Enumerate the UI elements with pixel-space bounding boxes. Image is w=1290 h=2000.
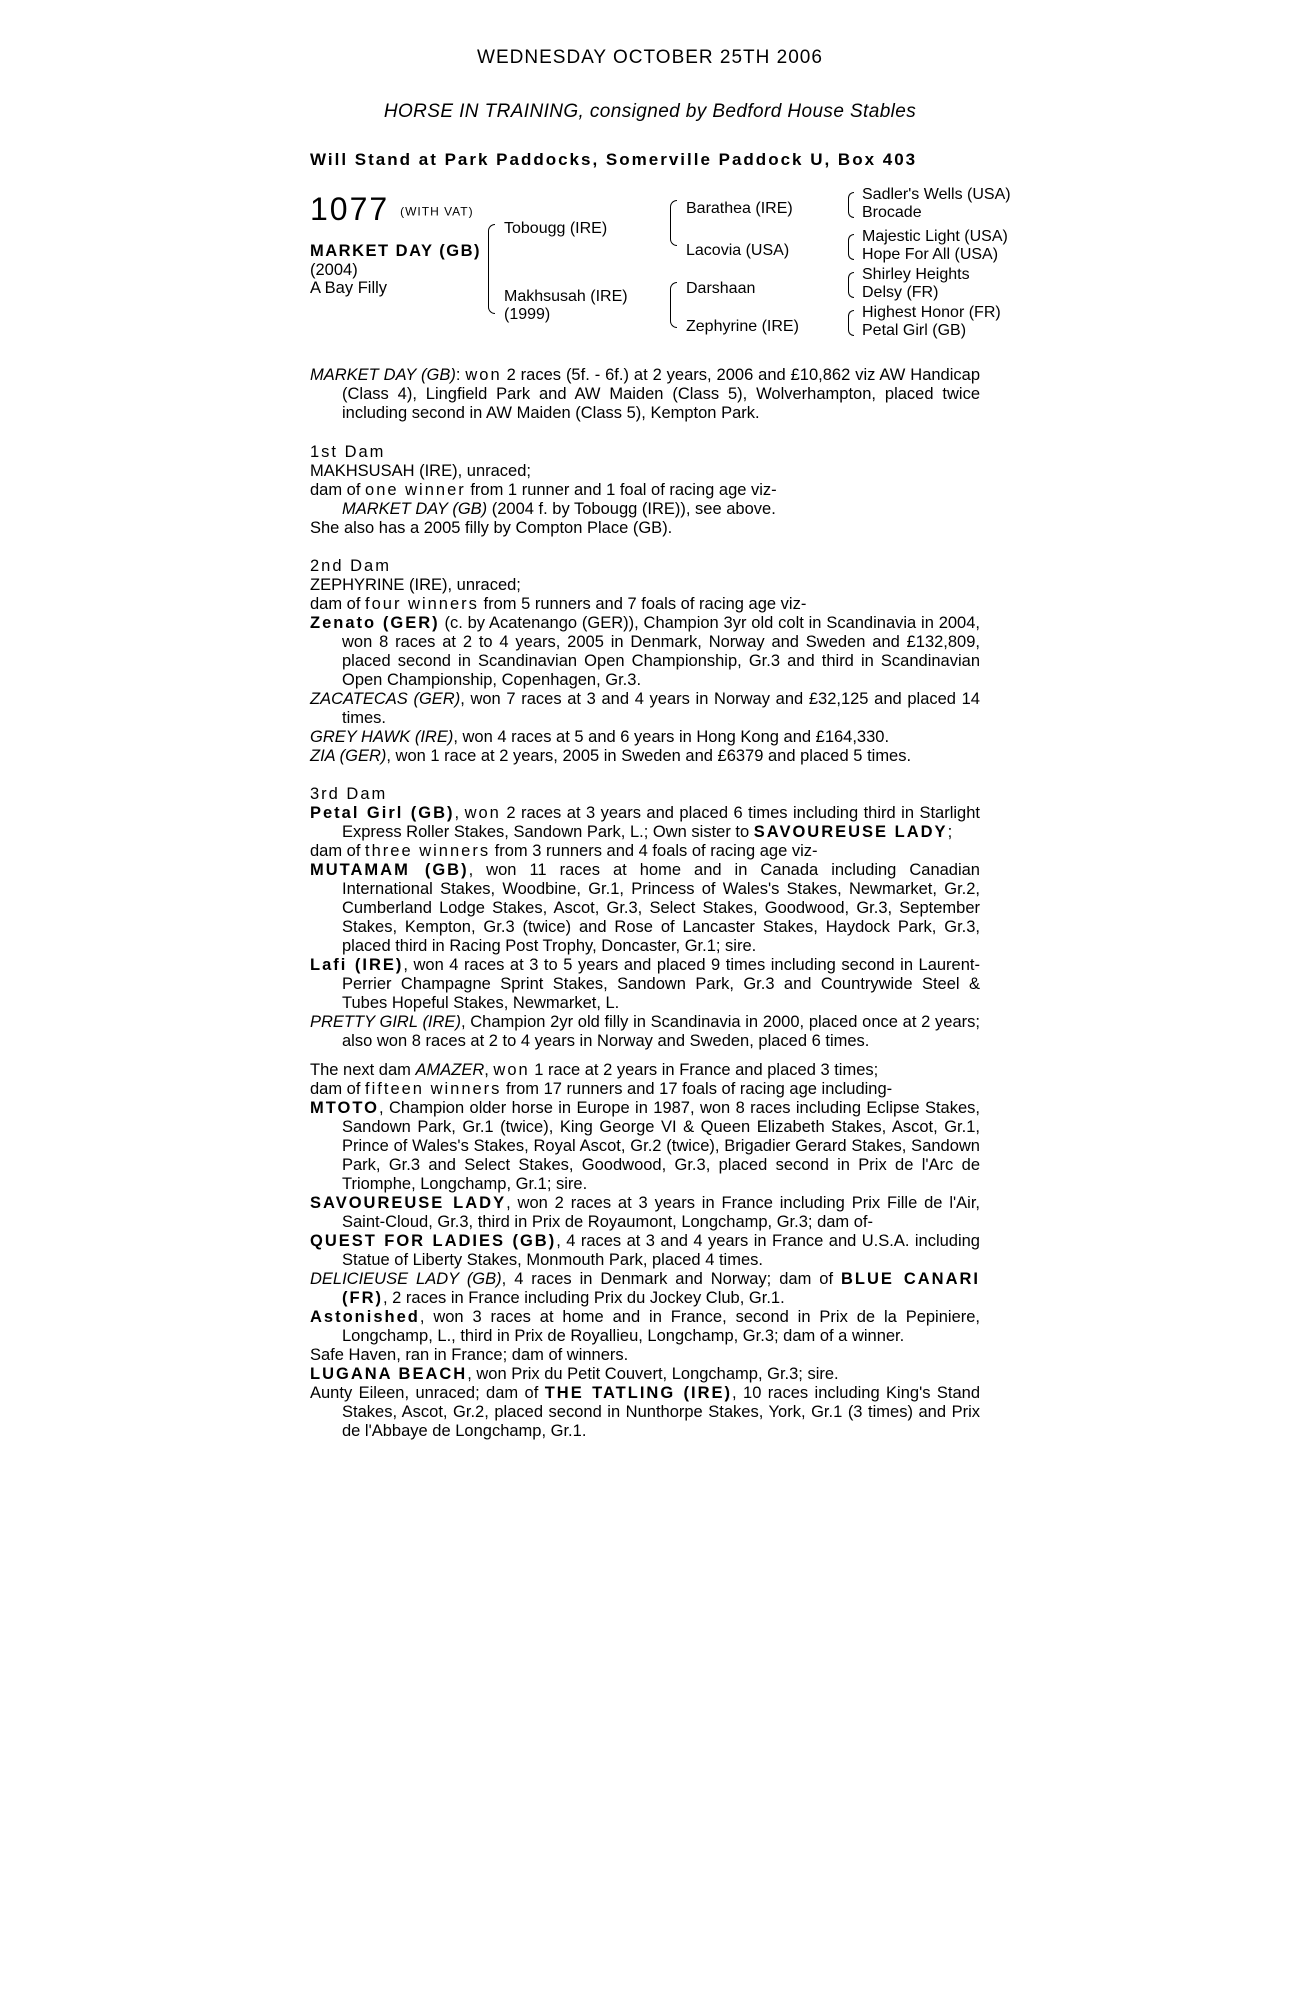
vat-label: (WITH VAT) bbox=[400, 204, 474, 219]
first-dam-heading: 1st Dam bbox=[310, 443, 386, 461]
progeny-lafi bbox=[310, 956, 980, 1013]
dam-year: (1999) bbox=[504, 306, 551, 323]
lugana-beach-text: , won Prix du Petit Couvert, Longchamp, Gr.3; sire. bbox=[467, 1365, 839, 1383]
delicieuse-lady-text: , 4 races in Denmark and Norway; dam of bbox=[501, 1270, 841, 1288]
ancestor-g4: Hope For All (USA) bbox=[862, 246, 999, 263]
progeny-mtoto bbox=[310, 1099, 980, 1194]
next-dam-intro: The next dam bbox=[310, 1061, 416, 1079]
astonished-text: , won 3 races at home and in France, second in Prix de la Pepiniere, Longchamp, L., third in Prix de Royallieu, Longchamp, Gr.3; dam of a winner. bbox=[342, 1308, 980, 1345]
first-dam-line-2 bbox=[310, 481, 980, 500]
brace-sire bbox=[670, 200, 677, 246]
brace-g2 bbox=[848, 234, 854, 260]
third-dam-dam-of: dam of bbox=[310, 842, 366, 860]
zenato-text: (c. by Acatenango (GER)), Champion 3yr old colt in Scandinavia in 2004, won 8 races at 2 to 4 years, 2005 in Denmark, Norway and Sweden and £132,809, placed second in Scandinavian Open Championship, Gr.3 and third in Scandinavian Open Championship, Copenhagen, Gr.3. bbox=[342, 614, 980, 689]
petal-girl-text: 2 races at 3 years and placed 6 times including third in Starlight Express Roller Stakes, Sandown Park, L.; Own sister to bbox=[342, 804, 980, 841]
zenato-name: Zenato (GER) bbox=[310, 614, 440, 632]
pedigree-table bbox=[310, 186, 1011, 348]
brace-dam bbox=[670, 282, 677, 328]
brace-g3 bbox=[848, 272, 854, 298]
the-tatling-text: , 10 races including King's Stand Stakes, Ascot, Gr.2, placed second in Nunthorpe Stakes, York, Gr.1 (3 times) and Prix de l'Abbaye de Longchamp, Gr.1. bbox=[342, 1384, 980, 1440]
first-dam-progeny-text: (2004 f. by Tobougg (IRE)), see above. bbox=[487, 500, 776, 518]
petal-girl-text-end: ; bbox=[947, 823, 953, 841]
delicieuse-lady-name: DELICIEUSE LADY (GB) bbox=[310, 1270, 502, 1288]
sire-name: Tobougg (IRE) bbox=[504, 220, 608, 237]
first-dam-dam-of: dam of bbox=[310, 481, 366, 499]
consignment-line: HORSE IN TRAINING, consigned by Bedford House Stables bbox=[383, 101, 917, 122]
progeny-savoureuse-lady bbox=[310, 1194, 980, 1232]
brace-main bbox=[488, 224, 495, 314]
zacatecas-text: , won 7 races at 3 and 4 years in Norway and £32,125 and placed 14 times. bbox=[342, 690, 980, 727]
the-tatling-name: THE TATLING (IRE) bbox=[544, 1384, 733, 1402]
sire-sire-name: Barathea (IRE) bbox=[686, 200, 793, 217]
zia-name: ZIA (GER) bbox=[310, 747, 387, 765]
dam-name: Makhsusah (IRE) bbox=[504, 288, 628, 305]
ancestor-g7: Highest Honor (FR) bbox=[862, 304, 1001, 321]
ancestor-g5: Shirley Heights bbox=[862, 266, 970, 283]
first-dam-progeny-name: MARKET DAY (GB) bbox=[342, 500, 488, 518]
first-dam-winners: one winner bbox=[365, 481, 466, 499]
next-dam-winners: fifteen winners bbox=[365, 1080, 502, 1098]
savoureuse-lady-text: , won 2 races at 3 years in France including Prix Fille de l'Air, Saint-Cloud, Gr.3, third in Prix de Royaumont, Longchamp, Gr.3; dam of- bbox=[342, 1194, 980, 1231]
first-dam-section bbox=[310, 443, 980, 538]
second-dam-winners: four winners bbox=[365, 595, 479, 613]
summary-text-2: Handicap (Class 4), Lingfield Park and AW Maiden (Class 5), Wolverhampton, bbox=[342, 366, 980, 403]
brace-g4 bbox=[848, 310, 854, 336]
aunty-eileen-text: Aunty Eileen, unraced; dam of bbox=[310, 1384, 545, 1402]
summary-text-3: placed twice including second in AW Maiden (Class 5), Kempton Park. bbox=[342, 385, 980, 422]
next-dam-line-2 bbox=[310, 1080, 980, 1099]
second-dam-runners: from 5 runners and 7 foals of racing age viz- bbox=[478, 595, 807, 613]
ancestor-g6: Delsy (FR) bbox=[862, 284, 939, 301]
progeny-astonished bbox=[310, 1308, 980, 1346]
progeny-zenato bbox=[310, 614, 980, 690]
blue-canari-name: BLUE CANARI (FR) bbox=[342, 1270, 981, 1307]
pretty-girl-name: PRETTY GIRL (IRE) bbox=[310, 1013, 461, 1031]
next-dam-name: AMAZER bbox=[415, 1061, 485, 1079]
third-dam-petal-girl: Petal Girl (GB), won 2 races at 3 years and placed 6 times including third in Starlight Express Roller Stakes, Sandown Park, L.; Own sister to SAVOUREUSE LADY; bbox=[310, 804, 980, 841]
zia-text: , won 1 race at 2 years, 2005 in Sweden and £6379 and placed 5 times. bbox=[386, 747, 912, 765]
third-dam-runners: from 3 runners and 4 foals of racing age viz- bbox=[490, 842, 818, 860]
first-dam-line-3 bbox=[310, 500, 980, 519]
dam-sire-name: Darshaan bbox=[686, 280, 756, 297]
progeny-grey-hawk bbox=[310, 728, 980, 747]
progeny-quest-for-ladies bbox=[310, 1232, 980, 1270]
horse-summary: MARKET DAY (GB): won 2 races (5f. - 6f.) at 2 years, 2006 and £10,862 viz AW Handicap (Class 4), Lingfield Park and AW Maiden (Class 5), Wolverhampton, placed twice including second in AW Maiden (Class 5), Kempton Park. bbox=[310, 366, 980, 422]
second-dam-line-2 bbox=[310, 595, 980, 614]
third-dam-heading: 3rd Dam bbox=[310, 785, 388, 803]
next-dam-text: 1 race at 2 years in France and placed 3 times; bbox=[529, 1061, 879, 1079]
next-dam-dam-of: dam of bbox=[310, 1080, 366, 1098]
progeny-lugana-beach bbox=[310, 1365, 980, 1384]
mutamam-name: MUTAMAM (GB) bbox=[310, 861, 469, 879]
next-dam-comma: , bbox=[484, 1061, 494, 1079]
petal-girl-sister: SAVOUREUSE LADY bbox=[753, 823, 948, 841]
progeny-aunty-eileen bbox=[310, 1384, 980, 1441]
next-dam-runners: from 17 runners and 17 foals of racing age including- bbox=[501, 1080, 893, 1098]
first-dam-line-1: MAKHSUSAH (IRE), unraced; bbox=[310, 462, 531, 480]
third-dam-winners: three winners bbox=[365, 842, 491, 860]
lot-number-value: 1077 bbox=[310, 191, 390, 227]
second-dam-heading: 2nd Dam bbox=[310, 557, 391, 575]
stable-location: Will Stand at Park Paddocks, Somerville Paddock U, Box 403 bbox=[310, 150, 918, 169]
progeny-safe-haven: Safe Haven, ran in France; dam of winners. bbox=[310, 1346, 629, 1364]
progeny-mutamam bbox=[310, 861, 980, 956]
second-dam-section bbox=[310, 557, 980, 766]
savoureuse-lady-name: SAVOUREUSE LADY bbox=[310, 1194, 507, 1212]
quest-for-ladies-text: , 4 races at 3 and 4 years in France and U.S.A. including Statue of Liberty Stakes, Monmouth Park, placed 4 times. bbox=[342, 1232, 980, 1269]
progeny-pretty-girl bbox=[310, 1013, 980, 1051]
sire-dam-name: Lacovia (USA) bbox=[686, 242, 790, 259]
brace-g1 bbox=[848, 192, 854, 218]
first-dam-line-4: She also has a 2005 filly by Compton Place (GB). bbox=[310, 519, 673, 537]
summary-text-1: 2 races (5f. - 6f.) at 2 years, 2006 and £10,862 viz AW bbox=[501, 366, 906, 384]
lugana-beach-name: LUGANA BEACH bbox=[310, 1365, 468, 1383]
grey-hawk-name: GREY HAWK (IRE) bbox=[310, 728, 454, 746]
lafi-text: , won 4 races at 3 to 5 years and placed 9 times including second in Laurent-Perrier Champagne Sprint Stakes, Sandown Park, Gr.3 and Countrywide Steel & Tubes Hopeful Stakes, Newmarket, L. bbox=[342, 956, 980, 1012]
progeny-zacatecas bbox=[310, 690, 980, 728]
grey-hawk-text: , won 4 races at 5 and 6 years in Hong Kong and £164,330. bbox=[453, 728, 890, 746]
horse-description: A Bay Filly bbox=[310, 279, 388, 297]
mutamam-text: , won 11 races at home and in Canada including Canadian International Stakes, Woodbine, Gr.1, Princess of Wales's Stakes, Newmarket, Gr.2, Cumberland Lodge Stakes, Ascot, Gr.3, Select Stakes, Goodwood, Gr.3, September Stakes, Kempton, Gr.3 (twice) and Rose of Lancaster Stakes, Haydock Park, Gr.3, placed third in Racing Post Trophy, Doncaster, Gr.1; sire. bbox=[342, 861, 980, 955]
second-dam-dam-of: dam of bbox=[310, 595, 366, 613]
next-dam-won: won bbox=[493, 1061, 530, 1079]
zacatecas-name: ZACATECAS (GER) bbox=[310, 690, 461, 708]
ancestor-g8: Petal Girl (GB) bbox=[862, 322, 967, 339]
blue-canari-text: , 2 races in France including Prix du Jockey Club, Gr.1. bbox=[382, 1289, 785, 1307]
horse-year: (2004) bbox=[310, 261, 358, 279]
next-dam-section bbox=[310, 1061, 980, 1441]
progeny-delicieuse-lady bbox=[310, 1270, 980, 1308]
mtoto-text: , Champion older horse in Europe in 1987, won 8 races including Eclipse Stakes, Sandown Park, Gr.1 (twice), King George VI & Queen Elizabeth Stakes, Ascot, Gr.1, Prince of Wales's Stakes, Royal Ascot, Gr.2 (twice), Brigadier Gerard Stakes, Sandown Park, Gr.3 and Select Stakes, Goodwood, Gr.3, placed second in Prix de l'Arc de Triomphe, Longchamp, Gr.1; sire. bbox=[342, 1099, 980, 1193]
sale-date: WEDNESDAY OCTOBER 25TH 2006 bbox=[477, 47, 823, 68]
astonished-name: Astonished bbox=[310, 1308, 420, 1326]
summary-horse-name: MARKET DAY (GB) bbox=[310, 366, 456, 384]
quest-for-ladies-name: QUEST FOR LADIES (GB) bbox=[310, 1232, 557, 1250]
horse-name: MARKET DAY (GB) bbox=[310, 242, 482, 260]
pretty-girl-text: , Champion 2yr old filly in Scandinavia in 2000, placed once at 2 years; also won 8 races at 2 to 4 years in Norway and Sweden, placed 6 times. bbox=[342, 1013, 980, 1050]
lot-number bbox=[310, 192, 474, 229]
second-dam-line-1: ZEPHYRINE (IRE), unraced; bbox=[310, 576, 521, 594]
third-dam-dam-of-line bbox=[310, 842, 980, 861]
first-dam-runners: from 1 runner and 1 foal of racing age viz- bbox=[465, 481, 777, 499]
mtoto-name: MTOTO bbox=[310, 1099, 379, 1117]
ancestor-g3: Majestic Light (USA) bbox=[862, 228, 1008, 245]
ancestor-g2: Brocade bbox=[862, 204, 922, 221]
third-dam-section bbox=[310, 785, 980, 1051]
ancestor-g1: Sadler's Wells (USA) bbox=[862, 186, 1011, 203]
dam-dam-name: Zephyrine (IRE) bbox=[686, 318, 799, 335]
progeny-zia bbox=[310, 747, 980, 766]
petal-girl-won: won bbox=[464, 804, 501, 822]
petal-girl-name: Petal Girl (GB) bbox=[310, 804, 455, 822]
lafi-name: Lafi (IRE) bbox=[310, 956, 404, 974]
next-dam-line-1 bbox=[310, 1061, 980, 1080]
summary-won: won bbox=[465, 366, 502, 384]
